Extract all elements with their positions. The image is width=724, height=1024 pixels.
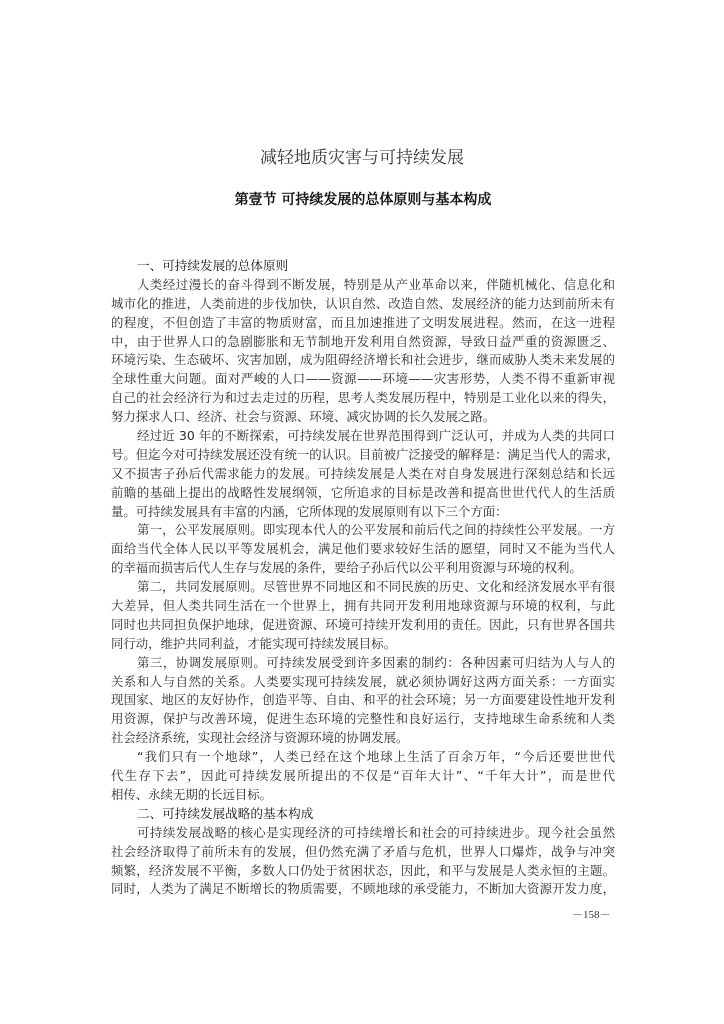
text-line: 努力探求人口、经济、社会与资源、环境、减灾协调的长久发展之路。 xyxy=(111,409,496,425)
text-line: “我们只有一个地球”，人类已经在这个地球上生活了百余万年，“今后还要世世代 xyxy=(137,749,615,765)
text-line: 面给当代全体人民以平等发展机会，满足他们要求较好生活的愿望，同时又不能为当代人 xyxy=(111,541,615,557)
section-heading: 二、可持续发展战略的基本构成 xyxy=(137,805,314,821)
text-line: 社会经济系统，实现社会经济与资源环境的协调发展。 xyxy=(111,730,409,746)
text-line: 城市化的推进，人类前进的步伐加快，认识自然、改造自然、发展经济的能力达到前所未有 xyxy=(111,295,615,311)
text-line: 社会经济取得了前所未有的发展，但仍然充满了矛盾与危机，世界人口爆炸，战争与冲突 xyxy=(111,843,615,859)
text-line: 的程度，不但创造了丰富的物质财富，而且加速推进了文明发展进程。然而，在这一进程 xyxy=(111,314,615,330)
text-line: 的幸福而损害后代人生存与发展的条件，要给子孙后代以公平利用资源与环境的权利。 xyxy=(111,560,582,576)
text-line: 用资源，保护与改善环境，促进生态环境的完整性和良好运行，支持地球生命系统和人类 xyxy=(111,711,615,727)
text-line: 中，由于世界人口的急剧膨胀和无节制地开发利用自然资源，导致日益严重的资源匮乏、 xyxy=(111,333,615,349)
text-line: 第一，公平发展原则。即实现本代人的公平发展和前后代之间的持续性公平发展。一方 xyxy=(137,522,615,538)
text-line: 同时，人类为了满足不断增长的物质需要，不顾地球的承受能力，不断加大资源开发力度， xyxy=(111,881,615,897)
text-line: 同时也共同担负保护地球，促进资源、环境可持续开发利用的责任。因此，只有世界各国共 xyxy=(111,616,615,632)
text-line: 第二，共同发展原则。尽管世界不同地区和不同民族的历史、文化和经济发展水平有很 xyxy=(137,579,615,595)
text-line: 现国家、地区的友好协作，创造平等、自由、和平的社会环境；另一方面要建设性地开发利 xyxy=(111,692,615,708)
text-line: 同行动，维护共同利益，才能实现可持续发展目标。 xyxy=(111,635,396,651)
document-title: 减轻地质灾害与可持续发展 xyxy=(260,148,464,168)
text-line: 可持续发展战略的核心是实现经济的可持续增长和社会的可持续进步。现今社会虽然 xyxy=(137,824,615,840)
text-line: 量。可持续发展具有丰富的内涵，它所体现的发展原则有以下三个方面： xyxy=(111,503,508,519)
body-text xyxy=(111,257,620,899)
text-line: 频繁，经济发展不平衡，多数人口仍处于贫困状态，因此，和平与发展是人类永恒的主题。 xyxy=(111,862,615,878)
text-line: 大差异，但人类共同生活在一个世界上，拥有共同开发利用地球资源与环境的权利，与此 xyxy=(111,598,615,614)
text-line: 关系和人与自然的关系。人类要实现可持续发展，就必须协调好这两方面关系：一方面实 xyxy=(111,673,615,689)
text-line: 前瞻的基础上提出的战略性发展纲领，它所追求的目标是改善和提高世世代代人的生活质 xyxy=(111,484,615,500)
text-line: 第三，协调发展原则。可持续发展受到许多因素的制约：各种因素可归结为人与人的 xyxy=(137,654,615,670)
page-number: －158－ xyxy=(572,909,611,921)
text-line: 相传、永续无期的长远目标。 xyxy=(111,786,273,802)
text-line: 全球性重大问题。面对严峻的人口——资源——环境——灾害形势，人类不得不重新审视 xyxy=(111,371,615,387)
text-line: 人类经过漫长的奋斗得到不断发展，特别是从产业革命以来，伴随机械化、信息化和 xyxy=(137,276,615,292)
text-line: 经过近 30 年的不断探索，可持续发展在世界范围得到广泛认可，并成为人类的共同口 xyxy=(137,428,615,444)
text-line: 又不损害子孙后代需求能力的发展。可持续发展是人类在对自身发展进行深刻总结和长远 xyxy=(111,465,615,481)
text-line: 自己的社会经济行为和过去走过的历程，思考人类发展历程中，特别是工业化以来的得失， xyxy=(111,390,615,406)
text-line: 代生存下去”，因此可持续发展所提出的不仅是“百年大计”、“千年大计”，而是世代 xyxy=(111,768,615,784)
section-heading: 一、可持续发展的总体原则 xyxy=(137,258,289,273)
text-line: 号。但迄今对可持续发展还没有统一的认识。目前被广泛接受的解释是：满足当代人的需求， xyxy=(111,446,620,462)
text-line: 环境污染、生态破坏、灾害加剧，成为阻碍经济增长和社会进步，继而威胁人类未来发展的 xyxy=(111,352,615,368)
section-title: 第壹节 可持续发展的总体原则与基本构成 xyxy=(234,192,492,208)
